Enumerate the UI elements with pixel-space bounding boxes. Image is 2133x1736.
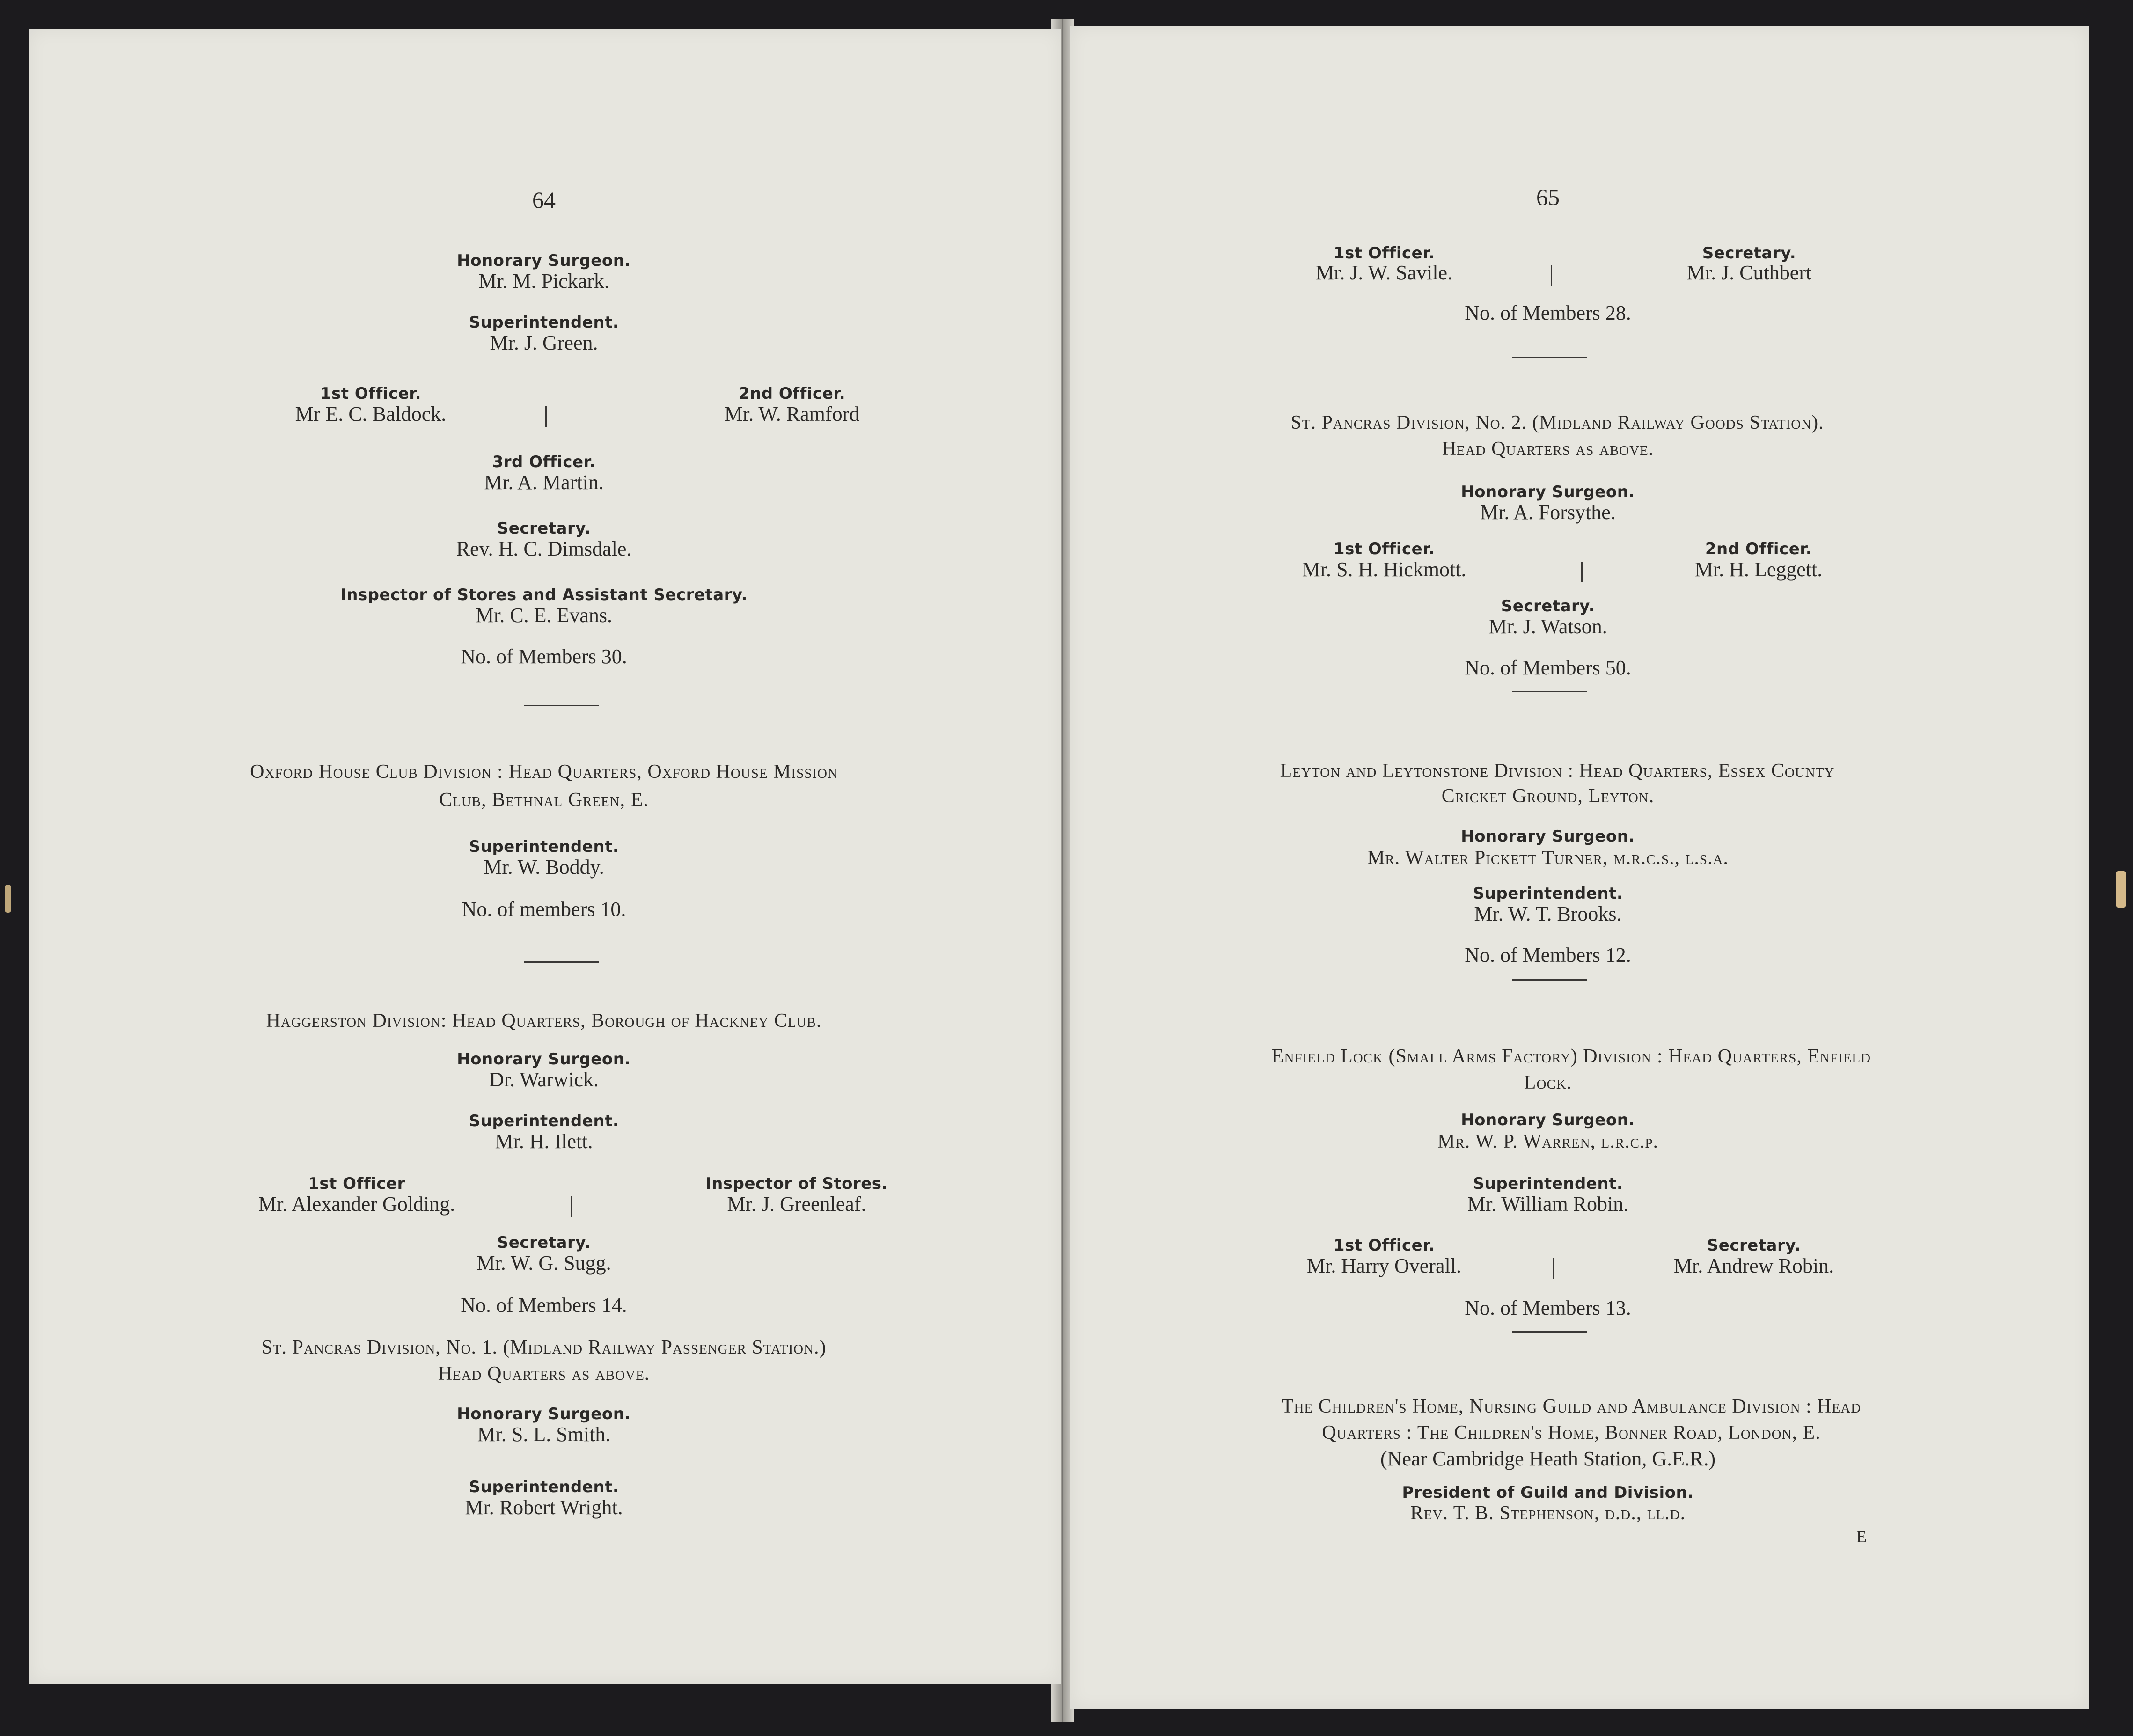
section-divider	[1512, 1331, 1587, 1333]
hon-surgeon-title: Honorary Surgeon.	[457, 251, 631, 270]
section-divider	[1512, 691, 1587, 692]
secretary-title: Secretary.	[1707, 1236, 1801, 1255]
superintendent-title: Superintendent.	[469, 837, 619, 856]
inspector-title: Inspector of Stores and Assistant Secretary.	[340, 586, 748, 604]
column-divider	[1551, 265, 1552, 286]
president-name: Rev. T. B. Stephenson, d.d., ll.d.	[1410, 1502, 1686, 1524]
secretary-name: Mr. J. Cuthbert	[1686, 261, 1812, 284]
section-divider	[1512, 979, 1587, 981]
members-count: No. of Members 14.	[461, 1294, 627, 1317]
right-page	[1070, 26, 2089, 1709]
inspector-name: Mr. J. Greenleaf.	[727, 1193, 866, 1216]
section-divider	[524, 961, 599, 963]
superintendent-title: Superintendent.	[1473, 884, 1623, 903]
page-number: 65	[1536, 184, 1560, 210]
secretary-title: Secretary.	[497, 1233, 591, 1252]
superintendent-name: Mr. W. T. Brooks.	[1474, 902, 1622, 925]
first-officer-title: 1st Officer	[308, 1174, 405, 1193]
superintendent-name: Mr. H. Ilett.	[495, 1130, 593, 1153]
secretary-title: Secretary.	[1501, 597, 1595, 615]
column-divider	[1553, 1258, 1554, 1279]
page-number: 64	[532, 187, 556, 213]
superintendent-name: Mr. Robert Wright.	[465, 1496, 623, 1519]
superintendent-title: Superintendent.	[469, 1478, 619, 1496]
first-officer-name: Mr. J. W. Savile.	[1315, 261, 1453, 284]
hon-surgeon-name: Dr. Warwick.	[489, 1068, 599, 1091]
first-officer-title: 1st Officer.	[1333, 244, 1435, 263]
hon-surgeon-title: Honorary Surgeon.	[457, 1405, 631, 1423]
hon-surgeon-title: Honorary Surgeon.	[457, 1050, 631, 1069]
division-heading-cont: Head Quarters as above.	[438, 1363, 650, 1384]
first-officer-title: 1st Officer.	[1333, 540, 1435, 558]
page-edge-mark-right	[2116, 871, 2126, 908]
secretary-name: Mr. W. G. Sugg.	[476, 1252, 611, 1275]
superintendent-name: Mr. William Robin.	[1467, 1193, 1629, 1216]
third-officer-title: 3rd Officer.	[492, 453, 596, 471]
column-divider	[1581, 562, 1583, 582]
members-count: No. of Members 12.	[1465, 944, 1631, 967]
hon-surgeon-title: Honorary Surgeon.	[1461, 483, 1635, 501]
superintendent-title: Superintendent.	[469, 313, 619, 332]
division-heading: Leyton and Leytonstone Division : Head Quarters, Essex County	[1280, 760, 1835, 782]
division-heading: St. Pancras Division, No. 1. (Midland Railway Passenger Station.)	[261, 1337, 827, 1358]
second-officer-title: 2nd Officer.	[738, 384, 846, 403]
division-heading-cont: Cricket Ground, Leyton.	[1441, 785, 1655, 807]
secretary-title: Secretary.	[497, 519, 591, 538]
members-count: No. of Members 13.	[1465, 1297, 1631, 1319]
members-count: No. of Members 30.	[461, 645, 627, 668]
hon-surgeon-title: Honorary Surgeon.	[1461, 827, 1635, 846]
division-heading: St. Pancras Division, No. 2. (Midland Railway Goods Station).	[1290, 412, 1824, 433]
division-heading-cont: Quarters : The Children's Home, Bonner Road, London, E.	[1322, 1422, 1821, 1443]
division-heading: Oxford House Club Division : Head Quarters, Oxford House Mission	[250, 761, 838, 783]
secretary-name: Mr. Andrew Robin.	[1673, 1254, 1834, 1277]
hon-surgeon-name: Mr. W. P. Warren, l.r.c.p.	[1437, 1131, 1659, 1152]
first-officer-name: Mr. Alexander Golding.	[258, 1193, 455, 1216]
hon-surgeon-name: Mr. S. L. Smith.	[477, 1423, 611, 1446]
section-divider	[1512, 357, 1587, 358]
secretary-name: Mr. J. Watson.	[1488, 615, 1607, 638]
column-divider	[571, 1196, 572, 1217]
president-title: President of Guild and Division.	[1402, 1483, 1694, 1502]
superintendent-title: Superintendent.	[1473, 1174, 1623, 1193]
first-officer-title: 1st Officer.	[1333, 1236, 1435, 1255]
first-officer-name: Mr E. C. Baldock.	[295, 403, 447, 425]
column-divider	[545, 406, 547, 427]
division-heading: Enfield Lock (Small Arms Factory) Division : Head Quarters, Enfield	[1271, 1046, 1871, 1067]
third-officer-name: Mr. A. Martin.	[484, 471, 604, 494]
second-officer-title: 2nd Officer.	[1705, 540, 1812, 558]
inspector-title: Inspector of Stores.	[705, 1174, 888, 1193]
second-officer-name: Mr. W. Ramford	[724, 403, 860, 425]
hon-surgeon-title: Honorary Surgeon.	[1461, 1111, 1635, 1129]
members-count: No. of Members 50.	[1465, 656, 1631, 679]
left-page	[29, 29, 1061, 1684]
secretary-title: Secretary.	[1702, 244, 1796, 263]
superintendent-name: Mr. W. Boddy.	[484, 856, 604, 879]
members-count: No. of members 10.	[462, 898, 626, 921]
superintendent-title: Superintendent.	[469, 1112, 619, 1130]
division-heading: The Children's Home, Nursing Guild and Ambulance Division : Head	[1281, 1396, 1862, 1417]
signature-mark: E	[1856, 1527, 1867, 1546]
first-officer-name: Mr. Harry Overall.	[1307, 1254, 1461, 1277]
hon-surgeon-name: Mr. Walter Pickett Turner, m.r.c.s., l.s.a.	[1367, 847, 1729, 869]
division-heading-cont: Club, Bethnal Green, E.	[439, 789, 649, 811]
hon-surgeon-name: Mr. M. Pickark.	[478, 270, 609, 293]
second-officer-name: Mr. H. Leggett.	[1694, 558, 1823, 581]
first-officer-title: 1st Officer.	[320, 384, 422, 403]
inspector-name: Mr. C. E. Evans.	[475, 604, 613, 627]
superintendent-name: Mr. J. Green.	[490, 331, 598, 354]
section-divider	[524, 705, 599, 706]
first-officer-name: Mr. S. H. Hickmott.	[1302, 558, 1466, 581]
hon-surgeon-name: Mr. A. Forsythe.	[1480, 501, 1616, 524]
division-heading-cont: Head Quarters as above.	[1442, 438, 1654, 460]
page-edge-mark	[5, 885, 11, 913]
division-heading-cont: Lock.	[1524, 1072, 1572, 1093]
division-heading-cont: (Near Cambridge Heath Station, G.E.R.)	[1380, 1447, 1716, 1470]
division-heading: Haggerston Division: Head Quarters, Borough of Hackney Club.	[266, 1010, 822, 1032]
members-count: No. of Members 28.	[1465, 301, 1631, 324]
secretary-name: Rev. H. C. Dimsdale.	[456, 537, 632, 560]
